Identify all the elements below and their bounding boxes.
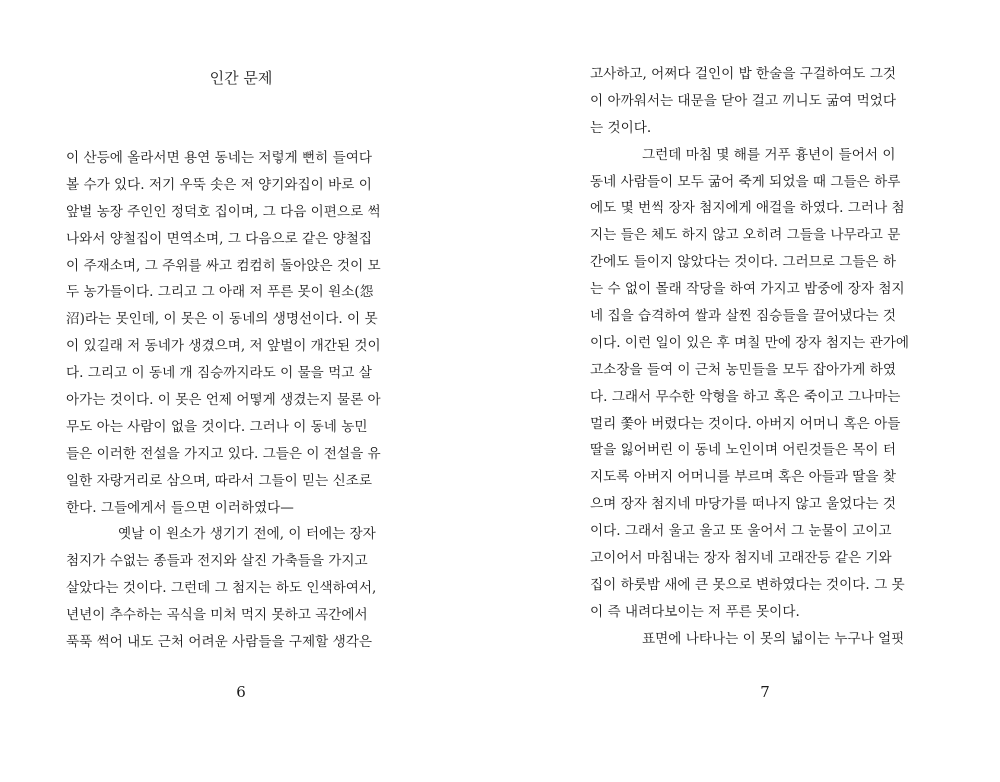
text-line: 이다. 이런 일이 있은 후 며칠 만에 장자 첨지는 관가에	[590, 334, 909, 351]
text-line: 한다. 그들에게서 들으면 이러하였다—	[66, 499, 294, 516]
text-line: 네 집을 습격하여 쌀과 살찐 짐승들을 끌어냈다는 것	[590, 308, 897, 325]
text-line: 에도 몇 번씩 장자 첨지에게 애걸을 하였다. 그러나 첨	[590, 200, 905, 217]
text-line: 고이어서 마침내는 장자 첨지네 고래잔등 같은 기와	[590, 550, 892, 567]
page-number: 7	[760, 683, 770, 701]
left-page-body	[66, 145, 416, 656]
text-line: 첨지가 수없는 종들과 전지와 살진 가축들을 가지고	[66, 553, 368, 570]
text-line: 무도 아는 사람이 없을 것이다. 그러나 이 동네 농민	[66, 418, 368, 435]
right-page	[590, 0, 940, 782]
text-line: 沼)라는 못인데, 이 못은 이 동네의 생명선이다. 이 못	[66, 311, 378, 328]
text-line: 다. 그래서 무수한 악형을 하고 혹은 죽이고 그나마는	[590, 388, 901, 405]
text-line: 고소장을 들여 이 근처 농민들을 모두 잡아가게 하였	[590, 361, 897, 378]
text-line: 일한 자랑거리로 삼으며, 따라서 그들이 믿는 신조로	[66, 472, 373, 489]
text-line: 이 즉 내려다보이는 저 푸른 못이다.	[590, 603, 800, 620]
text-line: 앞벌 농장 주인인 정덕호 집이며, 그 다음 이편으로 썩	[66, 203, 381, 220]
text-line: 이 주재소며, 그 주위를 싸고 컴컴히 돌아앉은 것이 모	[66, 257, 381, 274]
text-line: 이 있길래 저 동네가 생겼으며, 저 앞벌이 개간된 것이	[66, 338, 381, 355]
text-line: 들은 이러한 전설을 가지고 있다. 그들은 이 전설을 유	[66, 445, 381, 462]
text-line-indented: 표면에 나타나는 이 못의 넓이는 누구나 얼핏	[642, 630, 905, 647]
page-number: 6	[236, 683, 246, 701]
text-line: 나와서 양철집이 면역소며, 그 다음으로 같은 양철집	[66, 230, 373, 247]
text-line: 두 농가들이다. 그리고 그 아래 저 푸른 못이 원소(怨	[66, 284, 374, 301]
text-line: 으며 장자 첨지네 마당가를 떠나지 않고 울었다는 것	[590, 496, 897, 513]
text-line: 이 산등에 올라서면 용연 동네는 저렇게 뻔히 들여다	[66, 150, 373, 166]
text-line: 집이 하룻밤 새에 큰 못으로 변하였다는 것이다. 그 못	[590, 576, 905, 593]
text-line: 이 아까워서는 대문을 닫아 걸고 끼니도 굶여 먹었다	[590, 92, 897, 109]
text-line: 멀리 쫓아 버렸다는 것이다. 아버지 어머니 혹은 아들	[590, 415, 901, 432]
text-line: 지는 들은 체도 하지 않고 오히려 그들을 나무라고 문	[590, 227, 901, 244]
right-page-body	[590, 61, 940, 653]
text-line: 는 것이다.	[590, 119, 652, 136]
text-line: 지도록 아버지 어머니를 부르며 혹은 아들과 딸을 찾	[590, 469, 897, 486]
text-line: 살았다는 것이다. 그런데 그 첨지는 하도 인색하여서,	[66, 580, 377, 597]
text-line: 년년이 추수하는 곡식을 미처 먹지 못하고 곡간에서	[66, 607, 368, 624]
text-line: 고사하고, 어쩌다 걸인이 밥 한술을 구걸하여도 그것	[590, 66, 897, 82]
text-line: 아가는 것이다. 이 못은 언제 어떻게 생겼는지 물론 아	[66, 392, 381, 409]
text-line: 푹푹 썩어 내도 근처 어려운 사람들을 구제할 생각은	[66, 634, 373, 651]
text-line-indented: 옛날 이 원소가 생기기 전에, 이 터에는 장자	[118, 526, 376, 543]
text-line: 다. 그리고 이 동네 개 짐승까지라도 이 물을 먹고 살	[66, 365, 372, 382]
text-line: 동네 사람들이 모두 굶어 죽게 되었을 때 그들은 하루	[590, 173, 901, 190]
text-line-indented: 그런데 마침 몇 해를 거푸 흉년이 들어서 이	[642, 146, 896, 163]
text-line: 이다. 그래서 울고 울고 또 울어서 그 눈물이 고이고	[590, 523, 892, 540]
text-line: 간에도 들이지 않았다는 것이다. 그러므로 그들은 하	[590, 254, 897, 271]
left-page	[66, 0, 416, 782]
running-head: 인간 문제	[209, 69, 273, 87]
text-line: 는 수 없이 몰래 작당을 하여 가지고 밤중에 장자 첨지	[590, 281, 905, 298]
text-line: 볼 수가 있다. 저기 우뚝 솟은 저 양기와집이 바로 이	[66, 176, 372, 193]
text-line: 딸을 잃어버린 이 동네 노인이며 어린것들은 목이 터	[590, 442, 897, 459]
